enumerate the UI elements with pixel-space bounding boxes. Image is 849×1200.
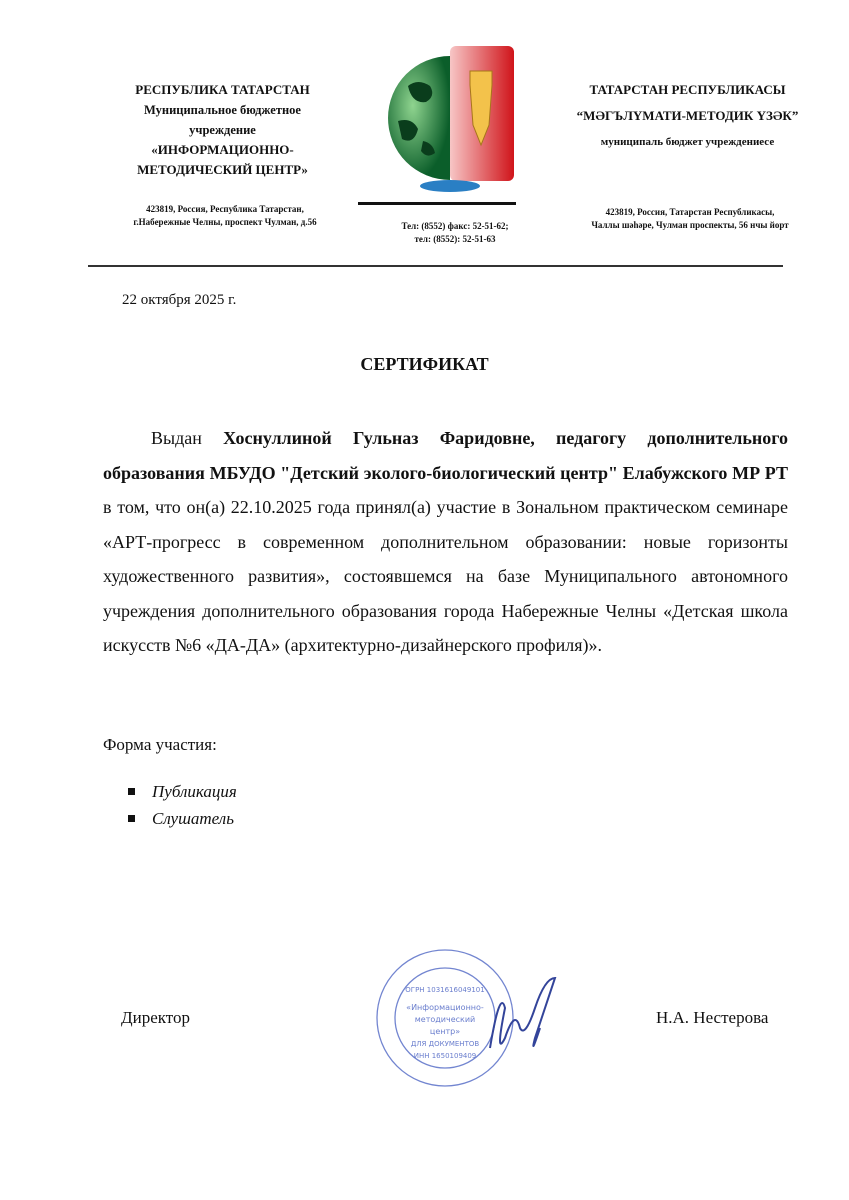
list-item bbox=[128, 805, 237, 832]
official-stamp-with-signature bbox=[370, 928, 570, 1098]
org-republic: РЕСПУБЛИКА ТАТАРСТАН bbox=[135, 82, 310, 97]
recipient-name: Хоснуллиной Гульназ Фаридовне, педагогу дополнительного образования МБУДО "Детский эколого-биологический центр" Елабужского МР РТ bbox=[103, 428, 788, 483]
certificate-body bbox=[103, 421, 788, 663]
address-line: Чаллы шәһәре, Чулман проспекты, 56 нчы йорт bbox=[591, 220, 789, 230]
phone-fax: Тел: (8552) факс: 52-51-62; bbox=[401, 221, 509, 231]
address-line: 423819, Россия, Республика Татарстан, bbox=[146, 204, 304, 214]
list-item bbox=[128, 778, 237, 805]
header-left-org bbox=[100, 80, 345, 180]
header-divider bbox=[88, 265, 783, 267]
header-left-address bbox=[100, 203, 350, 229]
header-phone bbox=[375, 220, 535, 246]
body-text: в том, что он(а) 22.10.2025 года принял(а) участие в Зональном практическом семинаре «АРТ-прогресс в современном дополнительном образовании: новые горизонты художественного развития», состоявшемся на базе Муниципального автономного учреждения дополнительного образования города Набережные Челны «Детская школа искусств №6 «ДА-ДА» (архитектурно-дизайнерского профиля)». bbox=[103, 497, 788, 655]
header-right-org bbox=[555, 80, 820, 152]
director-title: Директор bbox=[121, 1008, 190, 1027]
phone: тел: (8552): 52-51-63 bbox=[414, 234, 496, 244]
org-type-tat: муниципаль бюджет учреждениесе bbox=[600, 136, 775, 148]
bullet-icon bbox=[128, 788, 135, 795]
org-republic-tat: ТАТАРСТАН РЕСПУБЛИКАСЫ bbox=[589, 82, 786, 97]
logo-underline bbox=[358, 202, 516, 205]
address-line: 423819, Россия, Татарстан Республикасы, bbox=[605, 207, 775, 217]
bullet-icon bbox=[128, 815, 135, 822]
svg-text:методический: методический bbox=[414, 1015, 476, 1024]
director-name: Н.А. Нестерова bbox=[656, 1008, 769, 1027]
participation-forms-list bbox=[128, 778, 237, 832]
logo-globe-pen-icon bbox=[378, 46, 518, 192]
svg-text:центр»: центр» bbox=[429, 1027, 461, 1036]
participation-form-label: Форма участия: bbox=[103, 735, 217, 754]
svg-text:ИНН 1650109409: ИНН 1650109409 bbox=[413, 1052, 477, 1060]
document-date: 22 октября 2025 г. bbox=[122, 292, 237, 308]
body-text: Выдан bbox=[151, 428, 224, 448]
org-type: Муниципальное бюджетное bbox=[143, 103, 301, 117]
form-item: Публикация bbox=[152, 782, 237, 801]
document-title: СЕРТИФИКАТ bbox=[360, 354, 489, 374]
svg-text:ДЛЯ ДОКУМЕНТОВ: ДЛЯ ДОКУМЕНТОВ bbox=[410, 1040, 480, 1048]
address-line: г.Набережные Челны, проспект Чулман, д.56 bbox=[133, 217, 317, 227]
org-name-2: МЕТОДИЧЕСКИЙ ЦЕНТР» bbox=[137, 162, 308, 177]
header-right-address bbox=[565, 206, 815, 232]
form-item: Слушатель bbox=[152, 809, 234, 828]
org-type-2: учреждение bbox=[189, 123, 256, 137]
org-name-tat: “МӘГЪЛҮМАТИ-МЕТОДИК ҮЗӘК” bbox=[576, 108, 799, 123]
svg-text:«Информационно-: «Информационно- bbox=[406, 1003, 484, 1012]
org-name-1: «ИНФОРМАЦИОННО- bbox=[151, 142, 294, 157]
svg-text:ОГРН 1031616049101: ОГРН 1031616049101 bbox=[405, 986, 485, 994]
